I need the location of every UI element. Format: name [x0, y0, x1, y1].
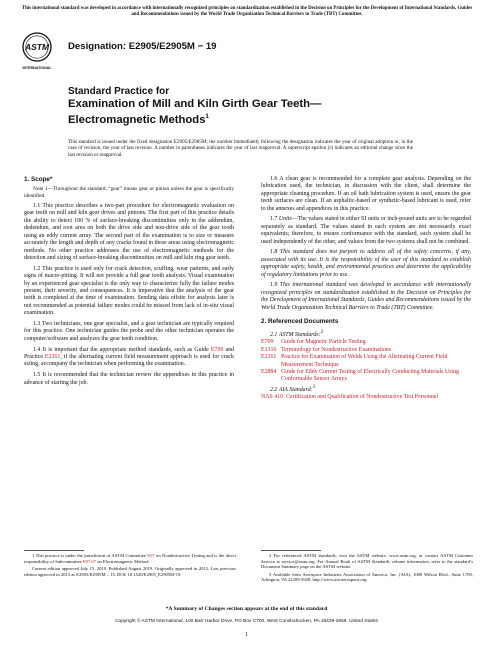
reference-code[interactable]: E2884 — [261, 368, 277, 375]
paragraph-1-4-text-b: and Practice — [24, 346, 234, 360]
reference-item[interactable] — [261, 347, 471, 354]
link-e07-07[interactable]: E07.07 — [82, 558, 96, 564]
summary-of-changes-notice: *A Summary of Changes section appears at the end of this standard — [165, 606, 328, 612]
astm-footnote-mark: 2 — [320, 329, 324, 335]
reference-code[interactable]: E709 — [261, 339, 274, 346]
footnote-rule-right — [261, 550, 321, 551]
right-column — [261, 176, 471, 402]
designation: Designation: E2905/E2905M − 19 — [68, 41, 217, 52]
astm-standards-heading — [261, 329, 471, 339]
paragraph-1-1: 1.1 This practice describes a two-part procedure for electromagnetic evaluation on gear teeth on mill and kiln gear drives and pinions. The first part of this practice details the ability to detect 100 % of surface-breaking discontinuities only in the addendum, dedendum, and root area on both the drive side and non-drive side of the gear tooth using an eddy current array. The second part of the examination is to size or measure accurately the length and depth of any cracks found in these areas using electromagnetic methods. No other practice addresses the use of electromagnetic methods for the detection and sizing of surface-breaking discontinuities on mill and kiln ring gear teeth. — [24, 202, 234, 261]
footnote-1-edition: Current edition approved July 15, 2019. Published August 2019. Originally approved in 2012. Last previous edition approved in 2013 as E2905/E2905M – 13. DOI: 10.1520/E2905_E2905M-19. — [24, 566, 236, 577]
footnote-3: 3 Available from Aerospace Industries Association of America, Inc. (AIA), 1000 Wilson Blvd., Suite 1700, Arlington, VA 22209-3928, http://www.aia-aerospace.org. — [261, 571, 473, 583]
reference-item[interactable] — [261, 394, 471, 401]
standards-notice: This international standard was developed in accordance with internationally recognized principles on standardization established in the Decision on Principles for the Development of International Standards, Guides and Recommendations issued by the World Trade Organization Technical Barriers to Trade (TBT) Committee. — [21, 6, 473, 17]
paragraph-1-4 — [24, 347, 234, 369]
issue-note: This standard is issued under the fixed designation E2905/E2905M; the number immediately following the designation indicates the year of original adoption or, in the case of revision, the year of last revision. A number in parentheses indicates the year of last reapproval. A superscript epsilon (ε) indicates an editorial change since the last revision or reapproval. — [68, 139, 413, 158]
paragraph-1-7-text-a: 1.7 — [270, 216, 279, 223]
title-block — [68, 86, 428, 128]
paragraph-1-8: 1.8 This standard does not purport to address all of the safety concerns, if any, associated with its use. It is the responsibility of the user of this standard to establish appropriate safety, health, and environmental practices and determine the applicability of regulatory limitations prior to use. — [261, 249, 471, 278]
aia-standard-heading — [261, 384, 471, 394]
section-2-heading: 2. Referenced Documents — [261, 318, 339, 326]
footnotes-right — [261, 553, 473, 585]
paragraph-1-5: 1.5 It is recommended that the technician review the appendixes in this practice in advance of starting the job. — [24, 372, 234, 386]
footnotes-left — [24, 553, 236, 579]
paragraph-1-6: 1.6 A clean gear is recommended for a complete gear analysis. Depending on the lubrication used, the technician, in discussion with the client, shall determine the appropriate cleaning procedure. If an oil bath lubrication system is used, ensure the gear teeth surfaces are clean. If an asphaltic-based or synthetic-based lubricant is used, refer to the annexes and appendices in this practice. — [261, 176, 471, 212]
reference-item[interactable] — [261, 354, 471, 369]
title-line-2-text: Electromagnetic Methods — [68, 114, 206, 127]
copyright: Copyright © ASTM International, 100 Barr Harbor Drive, PO Box C700, West Conshohocken, PA 19428-2959. United States — [115, 619, 378, 624]
aia-reference-list — [261, 394, 471, 401]
page-number: 1 — [245, 632, 248, 638]
link-e07[interactable]: E07 — [147, 553, 155, 558]
link-e2261[interactable]: E2261 — [44, 354, 61, 360]
reference-code[interactable]: E1316 — [261, 346, 277, 353]
footnote-1-text-c: on Electromagnetic Method. — [95, 558, 150, 564]
link-e709[interactable]: E709 — [210, 346, 224, 353]
title-label: Standard Practice for — [68, 86, 170, 97]
aia-footnote-mark: 3 — [312, 384, 316, 390]
footnote-rule-left — [24, 550, 84, 551]
reference-title[interactable]: Certification and Qualification of Nondestructive Test Personnel — [286, 394, 439, 401]
astm-reference-list — [261, 339, 471, 384]
paragraph-1-7 — [261, 216, 471, 246]
title-footnote-mark: 1 — [205, 114, 209, 121]
reference-title[interactable]: Guide for Magnetic Particle Testing — [281, 339, 366, 346]
footnote-1-text-b: on Nondestructive Testing and is the direct responsibility of Subcommittee — [24, 553, 236, 564]
paragraph-1-4-text-a: 1.4 It is important that the appropriate method standards, such as Guide — [33, 346, 211, 353]
reference-code[interactable]: E2261 — [261, 354, 277, 361]
paragraph-1-9: 1.9 This international standard was developed in accordance with internationally recognized principles on standardization established in the Decision on Principles for the Development of International Standards, Guides and Recommendations issued by the World Trade Organization Technical Barriers to Trade (TBT) Committee. — [261, 282, 472, 311]
footnote-1 — [24, 553, 236, 564]
footnote-1-text-a: 1 This practice is under the jurisdiction of ASTM Committee — [32, 553, 148, 558]
reference-title[interactable]: Practice for Examination of Welds Using the Alternating Current Field Measurement Technique — [281, 354, 448, 368]
astm-logo — [20, 30, 54, 72]
reference-code[interactable]: NAS 410 — [261, 394, 284, 401]
left-column — [24, 176, 234, 390]
logo-text: ASTM — [24, 42, 50, 52]
paragraph-1-7-text-b: —The values stated in either SI units or inch-pound units are to be regarded separately as standard. The values stated in each system are not necessarily exact equivalents; therefore, to ensure conformance with the standard, each system shall be used independently of the other, and values from the two systems shall not be combined. — [261, 216, 472, 245]
aia-standard-heading-text: 2.2 AIA Standard: — [270, 386, 313, 393]
section-1-heading: 1. Scope* — [24, 176, 53, 183]
title-line-1: Examination of Mill and Kiln Girth Gear Teeth— — [68, 98, 322, 110]
paragraph-1-4-text-c: , if the alternating current field measurement approach is used for crack sizing, accompany the technician when performing the examination. — [24, 354, 234, 368]
note-1: Note 1—Throughout the standard, “gear” means gear or pinion unless the gear is specifically identified. — [24, 186, 234, 200]
paragraph-1-3: 1.3 Two technicians, one gear specialist, and a gear technician are typically required for this practice. One technician guides the probe and the other technician operates the computer/software and analyzes the gear teeth condition. — [24, 321, 234, 342]
footnote-2: 2 For referenced ASTM standards, visit the ASTM website, www.astm.org, or contact ASTM Customer Service at service@astm.org. For Annual Book of ASTM Standards volume information, refer to the standard’s Document Summary page on the ASTM website. — [261, 553, 473, 570]
units-label: Units — [278, 216, 292, 223]
reference-title[interactable]: Guide for Eddy Current Testing of Electrically Conducting Materials Using Conformable Sensor Arrays — [281, 368, 459, 383]
reference-title[interactable]: Terminology for Nondestructive Examinations — [281, 346, 392, 353]
reference-item[interactable] — [261, 369, 471, 384]
title-line-2 — [68, 111, 428, 127]
paragraph-1-2: 1.2 This practice is used only for crack detection, scuffing, wear patterns, and early signs of macro-pitting. It will not provide a full gear tooth analysis. Visual examination by an experienced gear specialist is the only way to characterize fully the failure modes present, their severity, and consequences. It is imperative that the analysis of the gear teeth is completed at the time of examination. Sending data offsite for analysis later is not recommended as potential failure modes could be missed from lack of in-situ visual examination. — [24, 265, 234, 317]
logo-subtext: INTERNATIONAL — [22, 66, 52, 70]
astm-standards-heading-text: 2.1 ASTM Standards: — [270, 331, 321, 338]
reference-item[interactable] — [261, 339, 471, 346]
